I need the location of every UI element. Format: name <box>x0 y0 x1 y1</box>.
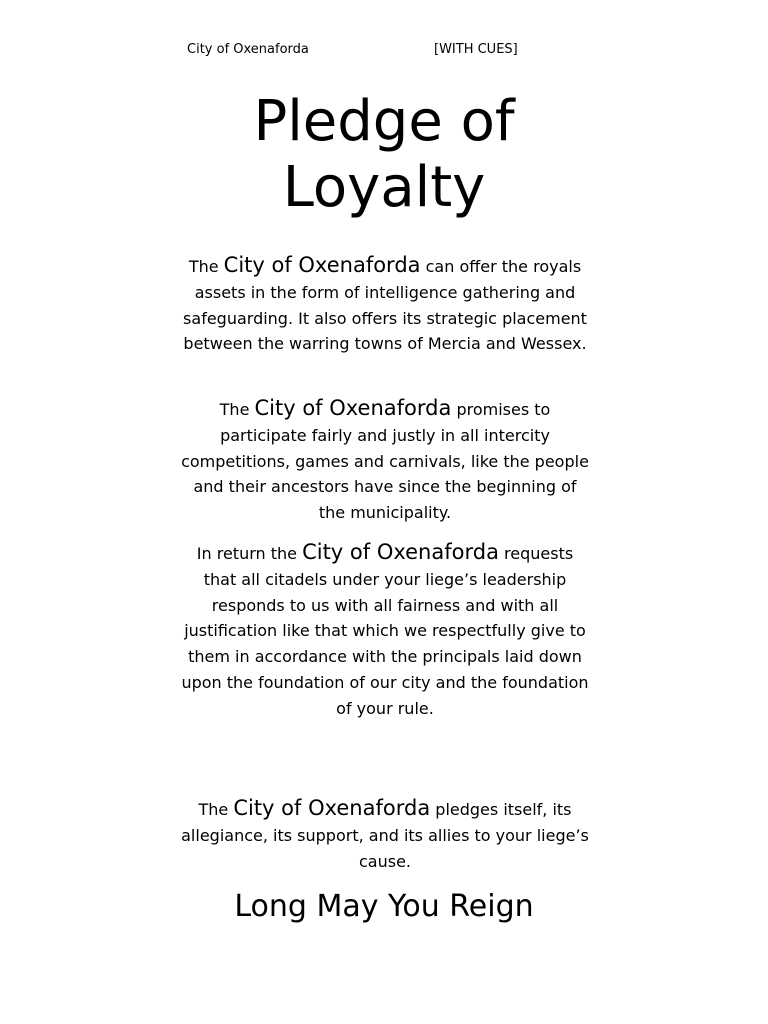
city-name: City of Oxenaforda <box>233 796 431 820</box>
city-name: City of Oxenaforda <box>223 253 421 277</box>
paragraph-body: requests that all citadels under your liege’s leadership responds to us with all fairness and with all justification like that which we respectfully give to them in accordance with the principals laid down upon the foundation of our city and the foundation of your rule. <box>181 544 589 718</box>
paragraph-body: promises to participate fairly and justly in all intercity competitions, games and carnivals, like the people and their ancestors have since the beginning of the municipality. <box>181 400 589 523</box>
paragraph-offer <box>180 253 590 357</box>
paragraph-promise <box>180 396 590 526</box>
paragraph-body: can offer the royals assets in the form of intelligence gathering and safeguarding. It also offers its strategic placement between the warring towns of Mercia and Wessex. <box>183 257 587 354</box>
title-line-1: Pledge of <box>253 89 515 154</box>
paragraph-lead: The <box>219 400 255 419</box>
paragraph-pledge <box>180 796 590 874</box>
paragraph-lead: The <box>198 800 234 819</box>
paragraph-lead: In return the <box>196 544 303 563</box>
paragraph-body: pledges itself, its allegiance, its support, and its allies to your liege’s cause. <box>181 800 589 871</box>
header-city-name: City of Oxenaforda <box>187 42 309 57</box>
page-title <box>0 89 768 221</box>
city-name: City of Oxenaforda <box>302 540 499 564</box>
paragraph-request <box>180 540 590 722</box>
closing-line: Long May You Reign <box>234 889 534 924</box>
city-name: City of Oxenaforda <box>254 396 452 420</box>
paragraph-lead: The <box>188 257 224 276</box>
title-line-2: Loyalty <box>282 155 486 220</box>
header-cue-tag: [WITH CUES] <box>434 42 518 57</box>
